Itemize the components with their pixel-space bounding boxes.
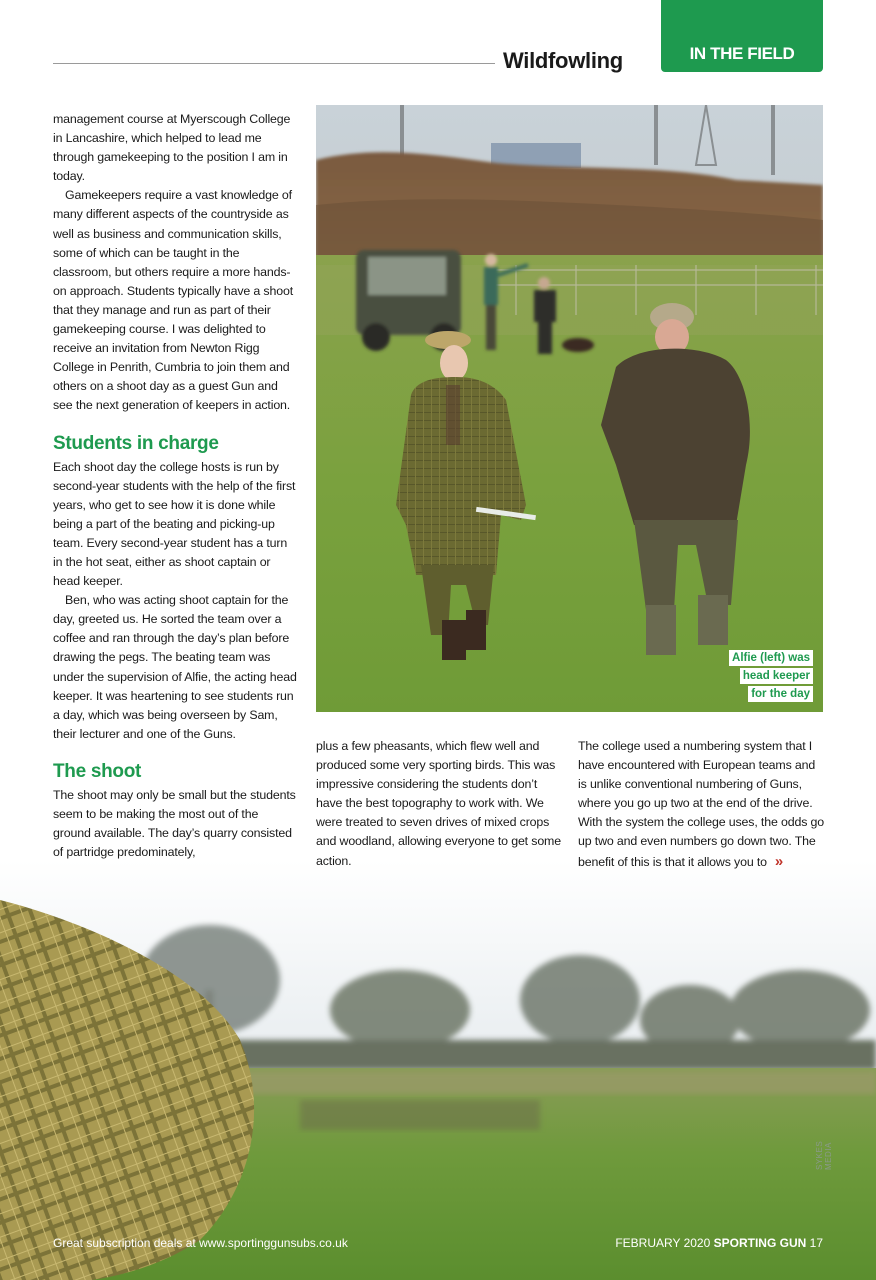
section-tab: [661, 0, 823, 72]
caption-line: for the day: [748, 686, 813, 702]
paragraph: Each shoot day the college hosts is run by second-year students with the help of the first years, who get to see how it is done while being a part of the beating and picking-up team. Every second-year student has a turn in the hot seat, either as shoot captain or head keeper.: [53, 459, 296, 589]
paragraph: Gamekeepers require a vast knowledge of many different aspects of the countryside as well as business and communication skills, some of which can be taught in the classroom, but others require a more hands-on approach. Students typically have a shoot that they manage and run as part of their gamekeeping course. I was delighted to receive an invitation from Newton Rigg College in Penrith, Cumbria to join them and others on a shoot day as a guest Gun and see the next generation of keepers in action.: [53, 188, 293, 413]
caption-line: head keeper: [740, 668, 813, 684]
section-tab-label: IN THE FIELD: [689, 44, 795, 63]
main-photo: [316, 105, 823, 712]
paragraph: plus a few pheasants, which flew well and produced some very sporting birds. This was impressive considering the students don’t have the best topography to work with. We were treated to seven drives of mixed crops and woodland, allowing everyone to get some action.: [316, 739, 561, 868]
paragraph: Ben, who was acting shoot captain for the day, greeted us. He sorted the team over a coffee and ran through the day’s plan before drawing the pegs. The beating team was under the supervision of Alfie, the acting head keeper. It was heartening to see students run a day, which was being overseen by Sam, their lecturer and one of the Guns.: [53, 593, 297, 741]
continue-arrow-icon: »: [774, 852, 784, 870]
footer-subscription-link[interactable]: Great subscription deals at www.sportinggunsubs.co.uk: [53, 1236, 348, 1250]
paragraph: The shoot may only be small but the students seem to be making the most out of the ground available. The day’s quarry consisted of partridge predominately,: [53, 787, 296, 860]
caption-line: Alfie (left) was: [729, 650, 813, 666]
photo-caption: [729, 648, 813, 702]
paragraph-text: The college used a numbering system that I have encountered with European teams and is unlike conventional numbering of Guns, where you go up two at the end of the drive. With the system the college uses, the odds go up two and even numbers go down two. The benefit of this is that it allows you to: [578, 739, 825, 869]
page-number: 17: [809, 1236, 823, 1250]
header-rule: [53, 63, 495, 64]
footer-folio: [615, 1236, 823, 1250]
subheading-students-in-charge: Students in charge: [53, 432, 219, 454]
article-column-3: [578, 737, 826, 872]
photo-credit: SYKES MEDIA: [815, 1140, 833, 1170]
issue-date: FEBRUARY 2020: [615, 1236, 711, 1250]
subheading-the-shoot: The shoot: [53, 760, 142, 782]
magazine-name: SPORTING GUN: [713, 1236, 807, 1250]
paragraph: [578, 737, 826, 872]
article-column-2: [316, 737, 563, 871]
background-field-photo: [0, 860, 876, 1280]
section-title: Wildfowling: [503, 48, 623, 73]
article-column-1: [53, 110, 298, 862]
paragraph: management course at Myerscough College in Lancashire, which helped to lead me through gamekeeping to the position I am in today.: [53, 112, 291, 184]
